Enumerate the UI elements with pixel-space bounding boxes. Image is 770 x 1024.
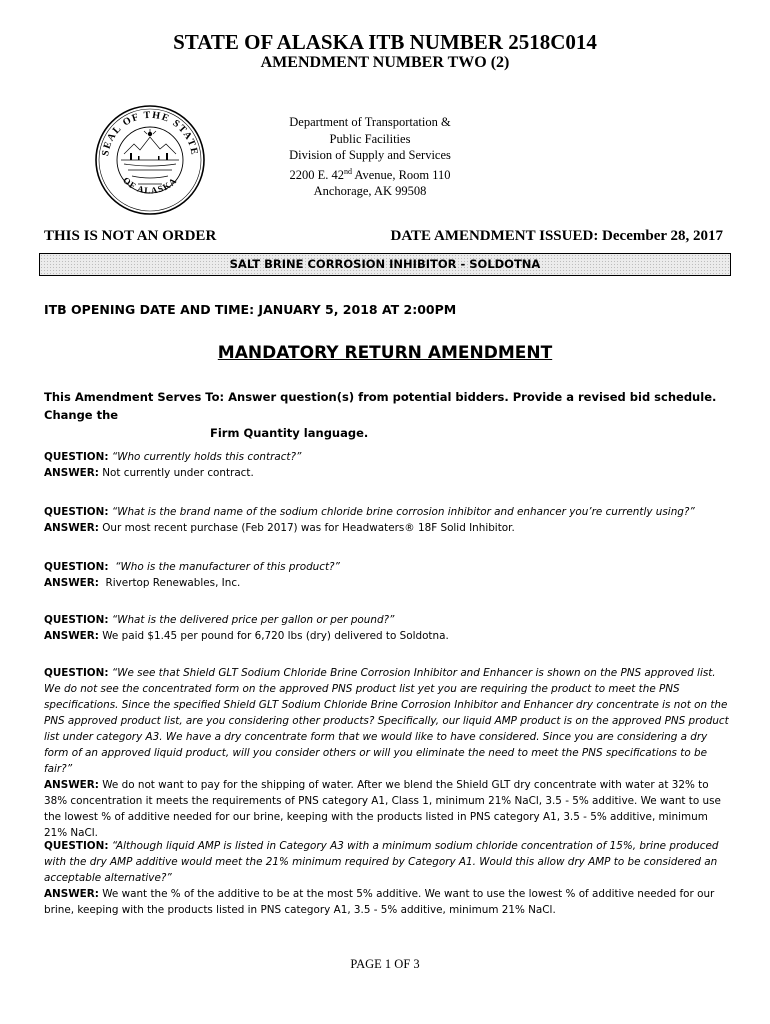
seal-bottom-text: OF ALASKA [120, 175, 179, 196]
question: QUESTION: “What is the brand name of the sodium chloride brine corrosion inhibitor and enhancer you’re currently using?” [44, 506, 695, 518]
answer: ANSWER: Rivertop Renewables, Inc. [44, 577, 241, 589]
question: QUESTION: “What is the delivered price per gallon or per pound?” [44, 614, 395, 626]
answer: ANSWER: We want the % of the additive to be at the most 5% additive. We want to use the lowest % of additive needed for our brine, keeping with the products listed in PNS category A1, 3.5 - 5% additive, minimum 21% NaCl. [44, 888, 715, 916]
question: QUESTION: “We see that Shield GLT Sodium Chloride Brine Corrosion Inhibitor and Enhancer is shown on the PNS approved list. We do not see the concentrated form on the approved PNS product list yet you are requiring the product to meet the PNS specifications. Since the specified Shield GLT Sodium Chloride Brine Corrosion Inhibitor and Enhancer dry concentrate is not on the PNS approved product list, are you considering other products? Specifically, our liquid AMP product is on the approved PNS product list under category A3. We have a dry concentrate form that we would like to have considered. Since you are considering a dry form of an approved liquid product, will you consider others or will you eliminate the need to meet the PNS specifications to be fair?” [44, 667, 729, 775]
address-line: Public Facilities [329, 131, 411, 146]
address-line: 2200 E. 42nd Avenue, Room 110 [289, 166, 451, 182]
qa-block [44, 665, 734, 841]
address-line: Division of Supply and Services [289, 148, 451, 162]
mandatory-return-heading: MANDATORY RETURN AMENDMENT [217, 343, 553, 363]
qa-block [44, 449, 734, 481]
not-an-order-notice: THIS IS NOT AN ORDER [44, 228, 217, 244]
answer: ANSWER: We do not want to pay for the shipping of water. After we blend the Shield GLT dry concentrate with water at 32% to 38% concentration it meets the requirements of PNS category A1, Class 1, minimum 21% NaCl, 3.5 - 5% additive. We want to use the lowest % of additive needed for our brine, keeping with the products listed in PNS category A1, 3.5 - 5% additive, minimum 21% NaCl. [44, 779, 721, 839]
qa-block [44, 838, 734, 918]
agency-address [270, 114, 470, 200]
state-seal-icon [94, 104, 206, 216]
question: QUESTION: “Although liquid AMP is listed in Category A3 with a minimum sodium chloride concentration of 15%, brine produced with the dry AMP additive would meet the 21% minimum required by Category A1. Would this allow dry AMP to be considered an acceptable alternative?” [44, 840, 719, 884]
qa-block [44, 504, 734, 536]
answer: ANSWER: Not currently under contract. [44, 467, 254, 479]
document-title: STATE OF ALASKA ITB NUMBER 2518C014 [173, 30, 597, 54]
amendment-purpose-line: Firm Quantity language. [210, 426, 369, 440]
answer: ANSWER: We paid $1.45 per pound for 6,720 lbs (dry) delivered to Soldotna. [44, 630, 449, 642]
question: QUESTION: “Who is the manufacturer of this product?” [44, 561, 340, 573]
amendment-purpose [44, 388, 734, 442]
solicitation-banner: SALT BRINE CORROSION INHIBITOR - SOLDOTNA [39, 253, 731, 276]
qa-block [44, 559, 734, 591]
date-amendment-issued: DATE AMENDMENT ISSUED: December 28, 2017 [390, 228, 723, 244]
answer: ANSWER: Our most recent purchase (Feb 2017) was for Headwaters® 18F Solid Inhibitor. [44, 522, 515, 534]
qa-block [44, 612, 734, 644]
amendment-number: AMENDMENT NUMBER TWO (2) [260, 54, 510, 71]
amendment-purpose-line: This Amendment Serves To: Answer question(s) from potential bidders. Provide a revised bid schedule. Change the [44, 390, 717, 422]
address-line: Anchorage, AK 99508 [313, 184, 427, 199]
question: QUESTION: “Who currently holds this contract?” [44, 451, 302, 463]
page-number: PAGE 1 OF 3 [350, 957, 420, 971]
address-line: Department of Transportation & [289, 115, 451, 129]
seal-top-text: SEAL OF THE STATE [100, 109, 200, 157]
itb-opening-date: ITB OPENING DATE AND TIME: JANUARY 5, 2018 AT 2:00PM [44, 302, 457, 317]
